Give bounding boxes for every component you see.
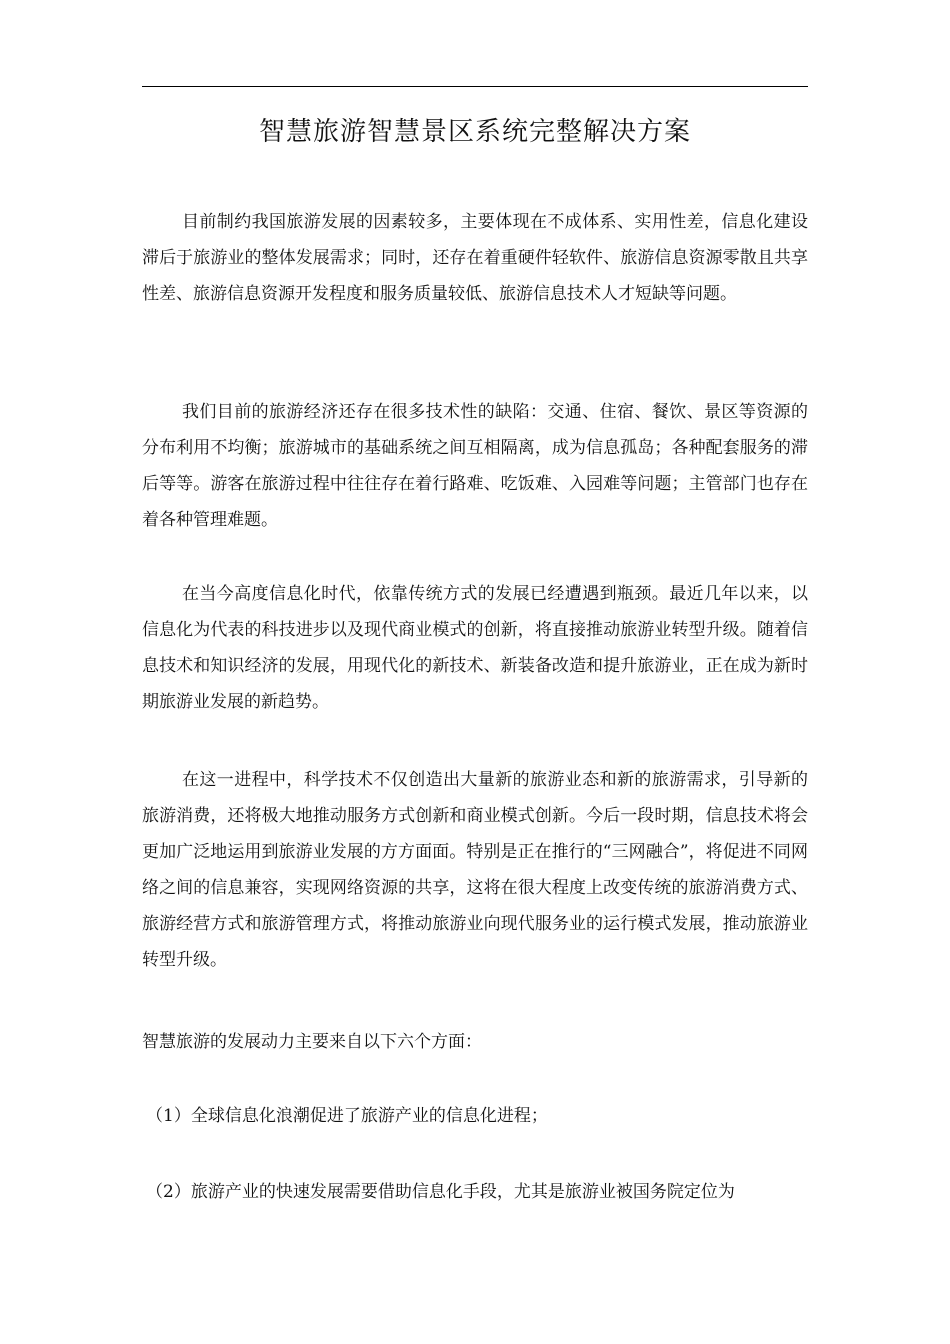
paragraph-informatization-era: 在当今高度信息化时代，依靠传统方式的发展已经遭遇到瓶颈。最近几年以来，以信息化为代表的科技进步以及现代商业模式的创新，将直接推动旅游业转型升级。随着信息技术和知识经济的发展，用现代化的新技术、新装备改造和提升旅游业，正在成为新时期旅游业发展的新趋势。 xyxy=(142,584,808,712)
paragraph-process: 在这一进程中，科学技术不仅创造出大量新的旅游业态和新的旅游需求，引导新的旅游消费，还将极大地推动服务方式创新和商业模式创新。今后一段时期，信息技术将会更加广泛地运用到旅游业发展的方方面面。特别是正在推行的“三网融合”，将促进不同网络之间的信息兼容，实现网络资源的共享，这将在很大程度上改变传统的旅游消费方式、旅游经营方式和旅游管理方式，将推动旅游业向现代服务业的运行模式发展，推动旅游业转型升级。 xyxy=(142,770,808,970)
document-title: 智慧旅游智慧景区系统完整解决方案 xyxy=(258,117,691,147)
header-rule xyxy=(142,86,808,87)
paragraph-constraints: 目前制约我国旅游发展的因素较多，主要体现在不成体系、实用性差，信息化建设滞后于旅游业的整体发展需求；同时，还存在着重硬件轻软件、旅游信息资源零散且共享性差、旅游信息资源开发程度和服务质量较低、旅游信息技术人才短缺等问题。 xyxy=(142,212,808,304)
list-item-2: （2）旅游产业的快速发展需要借助信息化手段，尤其是旅游业被国务院定位为 xyxy=(146,1182,735,1202)
paragraph-technical-defects: 我们目前的旅游经济还存在很多技术性的缺陷：交通、住宿、餐饮、景区等资源的分布利用不均衡；旅游城市的基础系统之间互相隔离，成为信息孤岛；各种配套服务的滞后等等。游客在旅游过程中往往存在着行路难、吃饭难、入园难等问题；主管部门也存在着各种管理难题。 xyxy=(142,402,808,530)
list-item-1: （1）全球信息化浪潮促进了旅游产业的信息化进程； xyxy=(146,1106,548,1126)
paragraph-driving-forces-intro: 智慧旅游的发展动力主要来自以下六个方面： xyxy=(142,1032,482,1052)
